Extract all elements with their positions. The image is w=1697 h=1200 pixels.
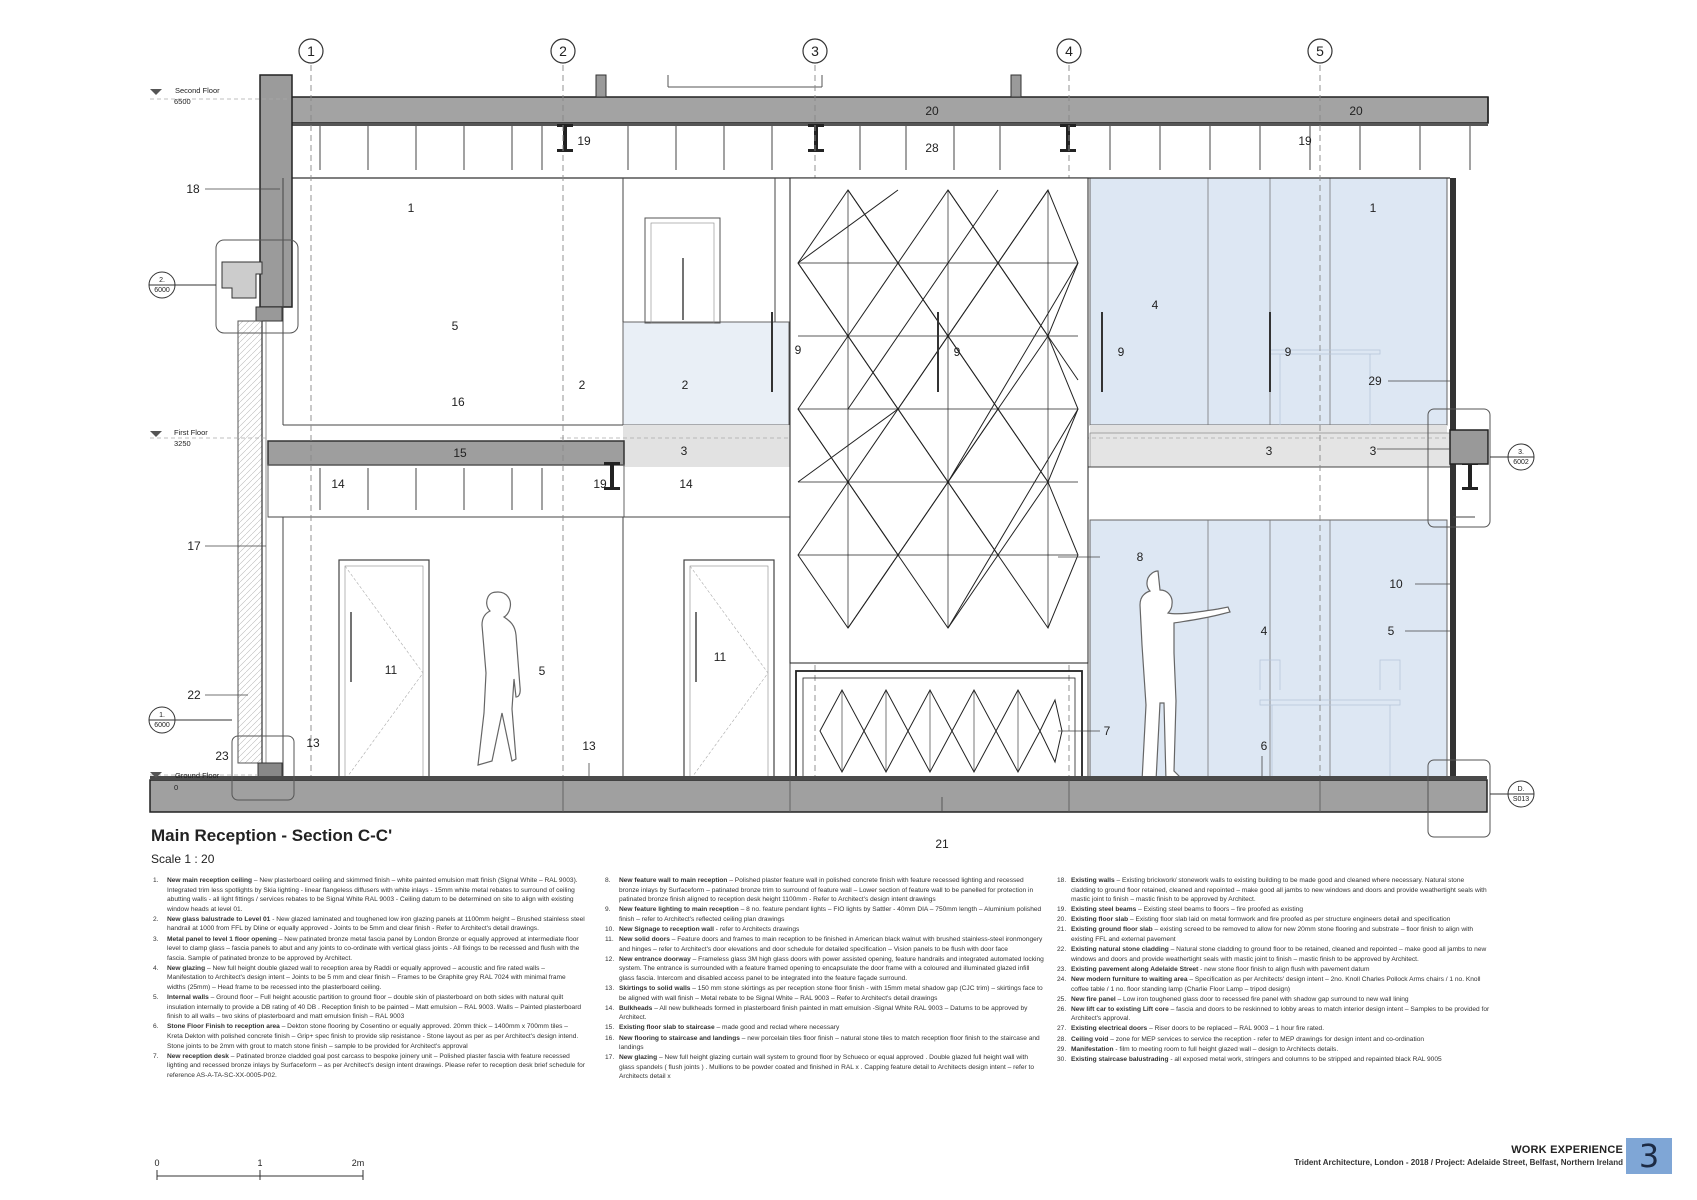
existing-wall-18 — [260, 75, 292, 307]
note-title: New entrance doorway — [619, 955, 691, 963]
note-item — [1057, 905, 1490, 915]
tag-13a: 13 — [306, 736, 320, 750]
note-number: 29. — [1057, 1045, 1067, 1053]
tag-16: 16 — [451, 395, 465, 409]
note-title: New lift car to existing Lift core — [1071, 1005, 1169, 1013]
note-item — [605, 925, 1045, 935]
note-number: 4. — [153, 964, 159, 972]
note-item — [605, 876, 1045, 905]
note-number: 11. — [605, 936, 614, 944]
note-text: – Patinated bronze cladded goal post carcass to bespoke joinery unit – Polished plaster fascia with feature recessed lighting and recessed bronze inlays by Surfaceform – as per Architect's design intent drawings. Please refer to reception desk brief schedule for reference AS-A-TA-SC-XX-0005-P02. — [167, 1052, 585, 1079]
note-title: Ceiling void — [1071, 1035, 1109, 1043]
note-body — [1071, 995, 1490, 1005]
level-first-floor-value: 3250 — [174, 439, 191, 448]
tag-18: 18 — [186, 182, 200, 196]
note-number: 7. — [153, 1052, 159, 1060]
tag-7: 7 — [1103, 724, 1111, 738]
note-title: Existing staircase balustrading — [1071, 1055, 1169, 1063]
grid-label-4: 4 — [1065, 43, 1073, 59]
note-number: 27. — [1057, 1025, 1067, 1033]
note-item — [605, 1023, 1045, 1033]
marker-3-top: 3. — [1518, 449, 1524, 456]
level-ground-floor-value: 0 — [174, 783, 179, 792]
note-number: 23. — [1057, 965, 1067, 973]
note-body — [1071, 945, 1490, 964]
note-number: 25. — [1057, 995, 1067, 1003]
note-body — [167, 935, 585, 964]
grid-label-5: 5 — [1316, 43, 1324, 59]
note-item — [1057, 1055, 1490, 1065]
tag-5b: 5 — [538, 664, 546, 678]
tag-5a: 5 — [451, 319, 459, 333]
upper-glass-room — [1090, 178, 1447, 425]
note-text: – Low iron toughened glass door to recessed fire panel with shadow gap surround to new wall lining — [1117, 995, 1409, 1003]
notes-column-1 — [153, 876, 585, 1081]
note-body — [167, 1052, 585, 1081]
tag-29: 29 — [1368, 374, 1382, 388]
note-number: 18. — [1057, 877, 1067, 884]
tag-11a: 11 — [384, 663, 398, 677]
note-text: – new porcelain tiles floor finish – natural stone tiles to match reception floor finish to the staircase and landings — [619, 1034, 1040, 1052]
note-number: 14. — [605, 1004, 615, 1012]
note-text: – All new bulkheads formed in plasterboard finish painted in matt emulsion -Signal White RAL 9003 – Datums to be approved by Architect. — [619, 1004, 1028, 1022]
note-item — [1057, 975, 1490, 994]
level1-ceiling-soffit — [623, 425, 790, 467]
note-title: Existing pavement along Adelaide Street — [1071, 965, 1199, 973]
tag-3b: 3 — [1265, 444, 1273, 458]
tag-9a: 9 — [794, 343, 802, 357]
note-title: Metal panel to level 1 floor opening — [167, 935, 277, 943]
ground-slab-21 — [150, 780, 1487, 812]
note-text: – New full height double glazed wall to reception area by Raddi or equally approved – acoustic and fire rated walls – Manifestation to Architect's design intent – Joints to be 5 mm and clear finish – Frames to be Graphite grey RAL 7024 with minimal frame widths (25mm) – Head frame to be recessed into the plasterboard ceiling. — [167, 964, 566, 992]
note-text: - refer to Architects drawings — [715, 925, 800, 933]
note-text: – existing screed to be removed to allow for new 20mm stone flooring and substrate – floor finish to align with existing FFL and external pavement — [1071, 926, 1474, 944]
tag-9d: 9 — [1284, 345, 1292, 359]
tag-1b: 1 — [1369, 201, 1377, 215]
note-item — [605, 1004, 1045, 1023]
scale-bar — [157, 1170, 363, 1180]
scale-label: Scale 1 : 20 — [151, 852, 215, 866]
note-item — [1057, 876, 1490, 905]
note-title: Bulkheads — [619, 1004, 653, 1012]
note-text: – fascia and doors to be reskinned to lobby areas to match interior design intent – Samples to be provided for Architect's approval. — [1071, 1005, 1490, 1023]
note-body — [1071, 925, 1490, 944]
note-text: - film to meeting room to full height glazed wall – design to Architects details. — [1115, 1045, 1339, 1053]
note-title: New modern furniture to waiting area — [1071, 975, 1188, 983]
marker-1-top: 1. — [159, 712, 165, 719]
tag-21: 21 — [935, 837, 949, 851]
note-item — [605, 955, 1045, 984]
note-number: 9. — [605, 906, 611, 914]
marker-3-bottom: 6002 — [1513, 459, 1529, 466]
note-number: 10. — [605, 925, 615, 933]
tag-2a: 2 — [578, 378, 586, 392]
marker-d-bottom: S013 — [1512, 796, 1530, 803]
note-body — [167, 964, 585, 993]
second-floor-slab — [290, 97, 1488, 123]
note-item — [1057, 925, 1490, 944]
note-body — [619, 1023, 1045, 1033]
note-text: – 8 no. feature pendant lights – FIO lights by Sattler - 40mm DIA – 750mm length – Aluminium polished finish – refer to Architect's reflected ceiling plan drawings — [619, 906, 1042, 923]
scale-bar-0: 0 — [154, 1158, 160, 1168]
note-text: – Ground floor – Full height acoustic partition to ground floor – double skin of plasterboard on both sides with natural quilt insulation internally to provide a DB rating of 40 DB . Reception finish to be painted – Matt emulsion – RAL 9003. Walls – Painted plasterboard finish to all walls – two skins of plasterboard and matt emulsion finish – RAL 9003 — [167, 994, 582, 1021]
tag-14b: 14 — [679, 477, 693, 491]
note-item — [1057, 1045, 1490, 1055]
section-title: Main Reception - Section C-C' — [151, 826, 393, 845]
note-title: Existing walls — [1071, 877, 1115, 884]
note-title: New feature wall to main reception — [619, 877, 728, 884]
note-text: – Polished plaster feature wall in polished concrete finish with feature recessed lighting and recessed bronze inlays by Surfaceform – patinated bronze trim to surround of feature wall – Lower section of feature wall to be panelled for protection in patinated bronze finish aligned to reception desk height 1100mm - Refer to Architect's design intent drawings — [619, 877, 1034, 904]
level-markers — [150, 86, 220, 792]
note-title: Internal walls — [167, 994, 209, 1002]
note-text: – Existing brickwork/ stonework walls to existing building to be made good and cleaned where necessary. Natural stone cladding to ground floor retained, cleaned and repointed – make good all jambs to new windows and doors and provide weathertight seals with mastic joint to finish – mastic finish to be approved by Architect. — [1071, 877, 1487, 904]
person-silhouette-left — [478, 592, 520, 765]
tag-22: 22 — [187, 688, 201, 702]
note-number: 22. — [1057, 946, 1067, 954]
note-item — [153, 993, 585, 1022]
note-body — [167, 1022, 585, 1051]
note-number: 2. — [153, 915, 159, 923]
note-item — [153, 915, 585, 934]
note-item — [605, 935, 1045, 954]
note-item — [605, 984, 1045, 1003]
tag-28: 28 — [925, 141, 939, 155]
note-number: 28. — [1057, 1035, 1067, 1043]
note-title: Existing electrical doors — [1071, 1025, 1148, 1033]
note-title: Skirtings to solid walls — [619, 985, 691, 993]
note-body — [619, 876, 1045, 905]
tag-3c: 3 — [1369, 444, 1377, 458]
marker-2-bottom: 6000 — [154, 287, 170, 294]
note-text: – New plasterboard ceiling and skimmed finish – white painted emulsion matt finish (Signal White – RAL 9003). Integrated trim less spotlights by Skia lighting - linear flangeless diffusers with white inlays - 15mm white metal rebates to surround of ceiling abutting walls - all light fittings / services rebates to be Signal White RAL 9003 - Ceiling datum to be determined on site to align with existing window heads at level 01. — [167, 877, 578, 913]
glass-balustrade — [623, 322, 789, 425]
door-11-right — [684, 560, 774, 780]
note-number: 30. — [1057, 1055, 1067, 1063]
note-number: 8. — [605, 877, 611, 884]
note-body — [1071, 975, 1490, 994]
note-number: 13. — [605, 985, 615, 993]
tag-19a: 19 — [577, 134, 591, 148]
note-body — [619, 925, 1045, 935]
note-item — [1057, 965, 1490, 975]
bulkhead-14 — [268, 465, 624, 517]
note-body — [619, 1004, 1045, 1023]
note-title: New feature lighting to main reception — [619, 906, 739, 914]
note-text: – Dekton stone flooring by Cosentino or equally approved. 20mm thick – 1400mm x 700mm tiles – Kreta Dekton with polished concrete finish – Grip+ spec finish to provide slip resistance - Stone layout as per as per Architect's design intend. Stone joints to be 2mm with grout to match stone finish – sample to be provided for Architect's approval — [167, 1023, 579, 1050]
note-item — [153, 1022, 585, 1051]
note-item — [1057, 915, 1490, 925]
note-text: - new stone floor finish to align flush with pavement datum — [1200, 965, 1370, 973]
drawing-title-block — [151, 826, 392, 866]
footer — [1294, 1144, 1623, 1167]
notes-column-3 — [1057, 876, 1490, 1065]
note-title: New glass balustrade to Level 01 — [167, 915, 271, 923]
note-text: – Frameless glass 3M high glass doors with power assisted opening, feature handrails and integrated automated locking system. The entrance is surrounded with a feature framed opening to encapsulate the door frame with a coloured and illuminated glazed infill glass fascia. Intercom and disabled access panel to be integrated into the feature façade surround. — [619, 955, 1044, 982]
note-title: New solid doors — [619, 936, 670, 944]
note-body — [1071, 965, 1490, 975]
note-body — [1071, 905, 1490, 915]
note-body — [167, 876, 585, 914]
tag-6: 6 — [1260, 739, 1268, 753]
note-item — [1057, 945, 1490, 964]
tag-17: 17 — [187, 539, 201, 553]
footer-label: WORK EXPERIENCE — [1511, 1144, 1623, 1156]
tag-11b: 11 — [713, 650, 727, 664]
tag-19b: 19 — [1298, 134, 1312, 148]
note-body — [167, 993, 585, 1022]
note-item — [153, 1052, 585, 1081]
note-title: Existing ground floor slab — [1071, 926, 1153, 934]
tag-8: 8 — [1136, 550, 1144, 564]
tag-4a: 4 — [1151, 298, 1159, 312]
note-number: 16. — [605, 1034, 615, 1042]
note-text: - New glazed laminated and toughened low iron glazing panels at 1100mm height – Brushed stainless steel handrail at 1000 from FFL by Dline or equally approved - Joints to be 5mm and clear finish - Refer to Architect's detail drawings. — [167, 915, 585, 933]
note-body — [1071, 1035, 1490, 1045]
tag-9b: 9 — [953, 345, 961, 359]
tag-10: 10 — [1389, 577, 1403, 591]
note-title: Manifestation — [1071, 1045, 1114, 1053]
note-title: New flooring to staircase and landings — [619, 1034, 740, 1042]
note-text: – Feature doors and frames to main reception to be finished in American black walnut with brushed stainless-steel ironmongery and hinges – refer to Architect's door elevations and door schedule for detailed specification – Vision panels to be flush with door face — [619, 936, 1043, 953]
note-title: New glazing — [619, 1054, 658, 1062]
note-title: New reception desk — [167, 1052, 229, 1060]
note-body — [1071, 1024, 1490, 1034]
note-title: Existing floor slab — [1071, 916, 1129, 924]
note-text: – Natural stone cladding to ground floor to be retained, cleaned and repointed – make good all jambs to new windows and doors and provide weathertight seals with mastic joint to finish – mastic finish to be approved by Architect. — [1071, 946, 1487, 963]
note-body — [1071, 1045, 1490, 1055]
tag-2b: 2 — [681, 378, 689, 392]
note-item — [1057, 1005, 1490, 1024]
scale-bar-2m: 2m — [351, 1158, 365, 1168]
tag-4b: 4 — [1260, 624, 1268, 638]
note-body — [1071, 915, 1490, 925]
note-body — [1071, 876, 1490, 905]
note-number: 6. — [153, 1023, 159, 1031]
note-number: 24. — [1057, 975, 1067, 983]
tag-19c: 19 — [593, 477, 607, 491]
note-body — [619, 905, 1045, 924]
scale-bar-1: 1 — [257, 1158, 263, 1168]
note-number: 19. — [1057, 906, 1067, 914]
note-body — [619, 955, 1045, 984]
note-text: – Existing steel beams to floors – fire proofed as existing — [1138, 906, 1304, 914]
note-text: – New full height glazing curtain wall system to ground floor by Schueco or equal approved . Double glazed full height wall with glass spandels ( flush joints ) . Mullions to be powder coated and finished in RAL x . Capping feature detail to Architects design intent – refer to Architects detail x — [619, 1054, 1035, 1081]
note-title: Stone Floor Finish to reception area — [167, 1023, 280, 1031]
note-number: 3. — [153, 935, 159, 943]
note-text: – made good and reclad where necessary — [716, 1024, 840, 1032]
tag-9c: 9 — [1117, 345, 1125, 359]
note-text: – Existing floor slab laid on metal formwork and fire proofed as per structure engineers detail and specification — [1130, 916, 1451, 924]
metal-panel-15 — [268, 441, 624, 465]
tag-20b: 20 — [1349, 104, 1363, 118]
stone-cladding-22 — [238, 321, 262, 763]
note-text: – Riser doors to be replaced – RAL 9003 – 1 hour fire rated. — [1149, 1025, 1325, 1033]
tag-15: 15 — [453, 446, 467, 460]
note-title: New main reception ceiling — [167, 877, 253, 884]
note-text: – zone for MEP services to service the reception - refer to MEP drawings for design intent and co-ordination — [1110, 1035, 1425, 1043]
note-text: – 150 mm stone skirtings as per reception stone floor finish - with 15mm metal shadow gap (CJC trim) – skirtings face to be aligned with wall finish – Metal rebate to be Signal White – RAL 9003 – Refer to Architect's detail drawings — [619, 985, 1043, 1002]
note-title: New Signage to reception wall — [619, 925, 714, 933]
level-first-floor: First Floor — [174, 428, 208, 437]
tag-20a: 20 — [925, 104, 939, 118]
note-item — [153, 935, 585, 964]
note-number: 26. — [1057, 1005, 1067, 1013]
note-item — [605, 1034, 1045, 1053]
note-title: New glazing — [167, 964, 206, 972]
note-body — [167, 915, 585, 934]
note-body — [619, 935, 1045, 954]
grid-label-2: 2 — [559, 43, 567, 59]
notes-column-2 — [605, 876, 1045, 1082]
note-body — [619, 1034, 1045, 1053]
level-second-floor-value: 6500 — [174, 97, 191, 106]
note-text: - all exposed metal work, stringers and columns to be stripped and repainted black RAL 9005 — [1170, 1055, 1442, 1063]
note-number: 21. — [1057, 926, 1067, 934]
footer-credit: Trident Architecture, London - 2018 / Project: Adelaide Street, Belfast, Northern Ireland — [1294, 1158, 1623, 1167]
note-item — [1057, 1024, 1490, 1034]
note-item — [153, 964, 585, 993]
level-ground-floor: Ground Floor — [175, 771, 220, 780]
note-number: 17. — [605, 1054, 615, 1062]
note-title: Existing natural stone cladding — [1071, 946, 1169, 954]
level-second-floor: Second Floor — [175, 86, 220, 95]
tag-14a: 14 — [331, 477, 345, 491]
note-number: 15. — [605, 1024, 615, 1032]
note-body — [619, 1053, 1045, 1082]
note-text: – Specification as per Architects' design intent – 2no. Knoll Charles Pollock Arms chairs / 1 no. Knoll coffee table / 1 no. floor standing lamp (Charlie Floor Lamp – tripod design) — [1071, 975, 1481, 993]
note-number: 1. — [153, 877, 159, 884]
cornice — [222, 262, 262, 298]
note-number: 12. — [605, 955, 615, 963]
tag-5c: 5 — [1387, 624, 1395, 638]
grid-label-3: 3 — [811, 43, 819, 59]
marker-2-top: 2. — [159, 277, 165, 284]
marker-1-bottom: 6000 — [154, 722, 170, 729]
tag-13b: 13 — [582, 739, 596, 753]
marker-d-top: D. — [1517, 786, 1525, 793]
note-number: 5. — [153, 994, 159, 1002]
note-item — [1057, 1035, 1490, 1045]
note-item — [605, 1053, 1045, 1082]
note-body — [1071, 1055, 1490, 1065]
tag-23: 23 — [215, 749, 229, 763]
note-text: – New patinated bronze metal fascia panel by London Bronze or equally approved at intermediate floor level to clamp glass – fascia panels to abut and any joints to co-ordinate with vertical glass joints - All fixings to be recessed and flush with the fascia. Sample of patinated bronze to be approved by Architect. — [167, 935, 580, 962]
note-item — [605, 905, 1045, 924]
note-item — [1057, 995, 1490, 1005]
note-body — [1071, 1005, 1490, 1024]
grid-label-1: 1 — [307, 43, 315, 59]
note-title: Existing steel beams — [1071, 906, 1137, 914]
note-body — [619, 984, 1045, 1003]
note-title: New fire panel — [1071, 995, 1116, 1003]
note-title: Existing floor slab to staircase — [619, 1024, 715, 1032]
tag-1a: 1 — [407, 201, 415, 215]
note-item — [153, 876, 585, 914]
page-number: 3 — [1626, 1138, 1672, 1174]
note-number: 20. — [1057, 916, 1067, 924]
reception-desk-7 — [796, 671, 1082, 780]
tag-3a: 3 — [680, 444, 688, 458]
